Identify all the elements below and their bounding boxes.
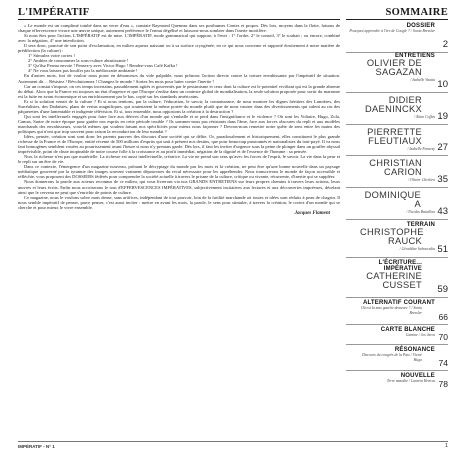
paragraph: Il sera donc, ponctué de son point d'exclamation, en milieu aqueux naissant ou à sa surface cryogénée, en ce qui nous concerne et rapporté étroitement à notre matière de prédilection (la culture) : [18, 43, 340, 54]
toc-description: / Olivier Chrétien [408, 177, 435, 182]
toc-name: OLIVIER DE SAGAZAN [366, 58, 422, 78]
toc-section: CARTE BLANCHE [380, 327, 435, 333]
toc-entry[interactable] [346, 298, 448, 325]
toc-page-number: 19 [437, 111, 448, 122]
header-left [18, 5, 340, 20]
toc-page-number: 66 [438, 312, 448, 322]
toc-entry[interactable] [346, 53, 448, 93]
toc-section: DOSSIER [406, 23, 435, 29]
toc-page-number: 74 [438, 358, 448, 368]
paragraph: Non, la richesse n'est pas que matérielle. La richesse est aussi intellectuelle, créatrice. La vie ne prend son sens qu'avec les forces de l'esprit, le savoir. La vie dans la peur et le repli sur un être de vie. [18, 154, 340, 165]
masthead: L'IMPÉRATIF [18, 7, 90, 18]
toc-page-number: 59 [437, 284, 448, 295]
toc-entry[interactable] [346, 156, 448, 188]
sommaire-title: SOMMAIRE [385, 7, 448, 18]
toc-name: DOMINIQUE A [364, 190, 421, 210]
paragraph: Et si la solution venait de la culture ? Et si nous tentions, par la culture, l'éducation, le savoir, la connaissance, de nous montrer les dignes héritiers des Lumières, des Surréalistes, des Dadaïstes, plans de vertus magnifiques, qui soutenaient la même portée du monde plutôt que de nous vautrer dans des divertissements qui valent au ras des pâquerettes d'une lamentable et indigente télévision. Et si, tous ensemble, nous opposions la création à la destruction ? [18, 98, 340, 114]
toc-description: / Isabelle Vautta [410, 77, 435, 82]
toc-entry[interactable] [346, 345, 448, 371]
list-item: 2° Ambiez de consommer la sous-culture abrutissante ! [28, 58, 129, 64]
toc-description: Où est la mas gauche demeure ? / Sonia Bressler [360, 306, 422, 315]
table-of-contents [346, 23, 448, 437]
toc-section: NOUVELLE [400, 373, 435, 379]
toc-entry[interactable] [346, 125, 448, 156]
toc-description: Terre maudite / Laurent Henrus [386, 379, 435, 383]
footer-page-number: 1 [444, 443, 448, 449]
toc-entry[interactable] [346, 93, 448, 125]
toc-page-number: 78 [438, 379, 448, 389]
toc-name: CATHERINE CUSSET [366, 271, 422, 291]
toc-description: Pourquoi apprendre à l'ère de Google ? / Sonia Bressler [349, 29, 435, 33]
toc-page-number: 70 [438, 332, 448, 342]
paragraph: Idées, pensée, création sont sont donc les parents pauvres des discours d'une société qui se délite. Or, paradoxalement et historiquement, elles constituent le plus grande richesse de la France et de l'Europe, entité récente de 500 millions d'esprits qui unit à présent nos destins, que pour beaucoup passionnés et nationalistes du tout-payé. Il va nous faut homogènes semblent vouées au pourrissement avant l'heure si nous n'y prenons garde. Dès lors, il faut les inviter d'urgence sous la peine de plonger dans un gouffre abyssal imprévisible, point de chute inopinable de notre course folle à la croissance et au profit immédiat, négation de la dignité et de l'essence de l'homme : sa pensée. [18, 134, 340, 155]
imperative-list [18, 53, 340, 73]
toc-section: ALTERNATIF COURANT [362, 300, 435, 306]
list-item: 3° Qu'ilsz Pesma envoie ! Pensez-y avec Victor Hugo ! Rendez-vous Café Kafka ! [28, 63, 178, 69]
toc-description: / Alain Coffas [413, 114, 435, 119]
header-right [346, 5, 448, 20]
toc-page-number: 2 [442, 39, 448, 50]
toc-page-number: 51 [437, 244, 448, 255]
toc-entry[interactable] [346, 220, 448, 258]
toc-section: RÉSONANCE [394, 347, 435, 353]
list-item: 1° Stimulez votre cortex ! [28, 53, 76, 59]
paragraph: En d'autres mots, fort de vouloir nous poser en dénonceurs du vide palpable, nous prônons l'action directe contre la torture envahissante par l'impératif de situation. Autrement dit… Résistez ! Révolutionnez ! Changez le monde ! Sortez les mots pour lutter contre l'inertie ! [18, 73, 340, 84]
page-footer [18, 441, 448, 451]
toc-name: DIDIER DAENINCKX [365, 95, 422, 115]
toc-entry[interactable] [346, 23, 448, 53]
toc-entry[interactable] [346, 188, 448, 220]
list-item: 4° Ne vous laissez pas bouffer par la médiocratie ambiante ! [28, 68, 138, 74]
toc-section: L'ÉCRITURE... IMPÉRATIVE [378, 260, 422, 272]
toc-entry[interactable] [346, 371, 448, 391]
toc-description: Gamine / Jos Jaros [405, 333, 435, 337]
toc-description: Discours du congrès de la Paix / Victor Hugo [362, 353, 422, 362]
paragraph: Ce magazine, nous le voulons sobre mais dense, sans artifices, indépendant de tout pouvoir, loin de la futilité marchande où toutes et idées sont réduits à peau de chagrin. Il nous semble impératif de penser, parce penser, c'est aussi inciter : mettre en avant les mots, la parole, le sens pour stimuler, à travers la création, le cortex d'un monde qui se cherche et pour mieux le vivre ensemble. [18, 194, 340, 210]
toc-description: / Géraldine Seboursdin [399, 246, 435, 251]
paragraph: Si nous êtes pour l'action, L'IMPÉRATIF est de mise. L'IMPÉRATIF, mode grammatical qui suppose, à l'envi : 1° l'ordre, 2° le conseil, 3° le souhait ; ou encore, combiné avec la négation, 4° une interdiction. [18, 33, 340, 44]
paragraph: « Le monde est un complimé tombé dans un verre d'eau », constate Raymond Queneau dans ses posthumes Contes et propos. Dès lors, moyens dans la flotte, faisons de chaque effervescence vivace une œuvre unique, autrement préférence le l'ennui dégélisé et luissons-nous sombrer dans l'inerte mortifère. [18, 23, 340, 34]
toc-name: CHRISTIAN CARION [369, 158, 422, 178]
toc-entry[interactable] [346, 258, 448, 298]
paragraph: Car un constat s'impose, on ces temps incertains, passablement agités et gouvernés par le pessimisme et ceux dont la culture est le potentiel vivifiant qui est la grande absente du débat. Alors que la France est toujours un état d'urgence et que l'Europe s'enlise dans un contexte global de mondialisation, la seule solution proposée pour sortir du marasme est la fuite en avant économique et un enrichissement par le bas, copié sur les standards américains. [18, 83, 340, 99]
footer-issue: IMPÉRATIF - N° 1 [18, 444, 55, 449]
toc-section: TERRAIN [406, 222, 435, 228]
toc-name: CHRISTOPHE RAUCK [360, 227, 424, 247]
paragraph: Nous donnerons la parole aux acteurs reconnus de ce milieu, qui vous livreront via nos GRANDS ENTRETIENS sur leurs propres chemins à travers leurs actions, leurs œuvres et leurs écrits. Enfin nous accoiserons le tout d'EFFERVESCENCES IMPÉRATIVES, subjectivement incitatives aux lectures et aux découvertes imprévues, décelant ainsi que le cerveau ne peut que s'enrichir de points de culture. [18, 179, 340, 195]
paragraph: Qui sont les intellectuels engagés pour faire face aux dérives d'un monde qui s'emballe et se perd dans l'insignifiance et le violence ? Où sont les Voltaire, Hugo, Zola, Camus, Sartre de notre époque pour guider nos esprits en cette période trouble ? Ils sommes-nous pas résistants dans l'âme, face aux forces obscures du repli et aux modèles marchands des envahisseurs, vous-là mêmes qui voulent faisant nos spécificités pour mieux nous façonner ? Devons-nous remettre notre quête de sens entre les mains des politiques qui n'ont que trop souvent pour raison la reconduction de leur mandat ? [18, 113, 340, 134]
toc-page-number: 35 [437, 174, 448, 185]
toc-page-number: 43 [437, 206, 448, 217]
toc-description: / Isabelle Fennesy [407, 146, 435, 151]
toc-page-number: 27 [437, 142, 448, 153]
editorial-text [18, 23, 340, 437]
toc-description: / Nicolas Bataillon [406, 209, 435, 214]
paragraph: Dans ce contexte, l'émergence d'un magazine nouveau, prônant le décryptage du monde par les mots et la création, ne peut être qu'une bonne nouvelle dans un paysage médiatique gouverné par la tyrannie des images souvent vraiment dépourvues du recul nécessaire pour les appréhender. Nous transcrivons le monde de façon accessible et réfléchie, vous proposent des DOSSIERS fédérés pour comprendre la société actuelle à travers le prisme de la culture, critique ou vivante, récurrente, d'inertie qui se suppléer. [18, 164, 340, 180]
toc-name: PIERRETTE FLEUTIAUX [367, 127, 422, 147]
toc-section: ENTRETIENS [394, 53, 435, 59]
toc-entry[interactable] [346, 325, 448, 345]
signature: Jacques Flament [294, 210, 330, 216]
toc-page-number: 10 [437, 79, 448, 90]
